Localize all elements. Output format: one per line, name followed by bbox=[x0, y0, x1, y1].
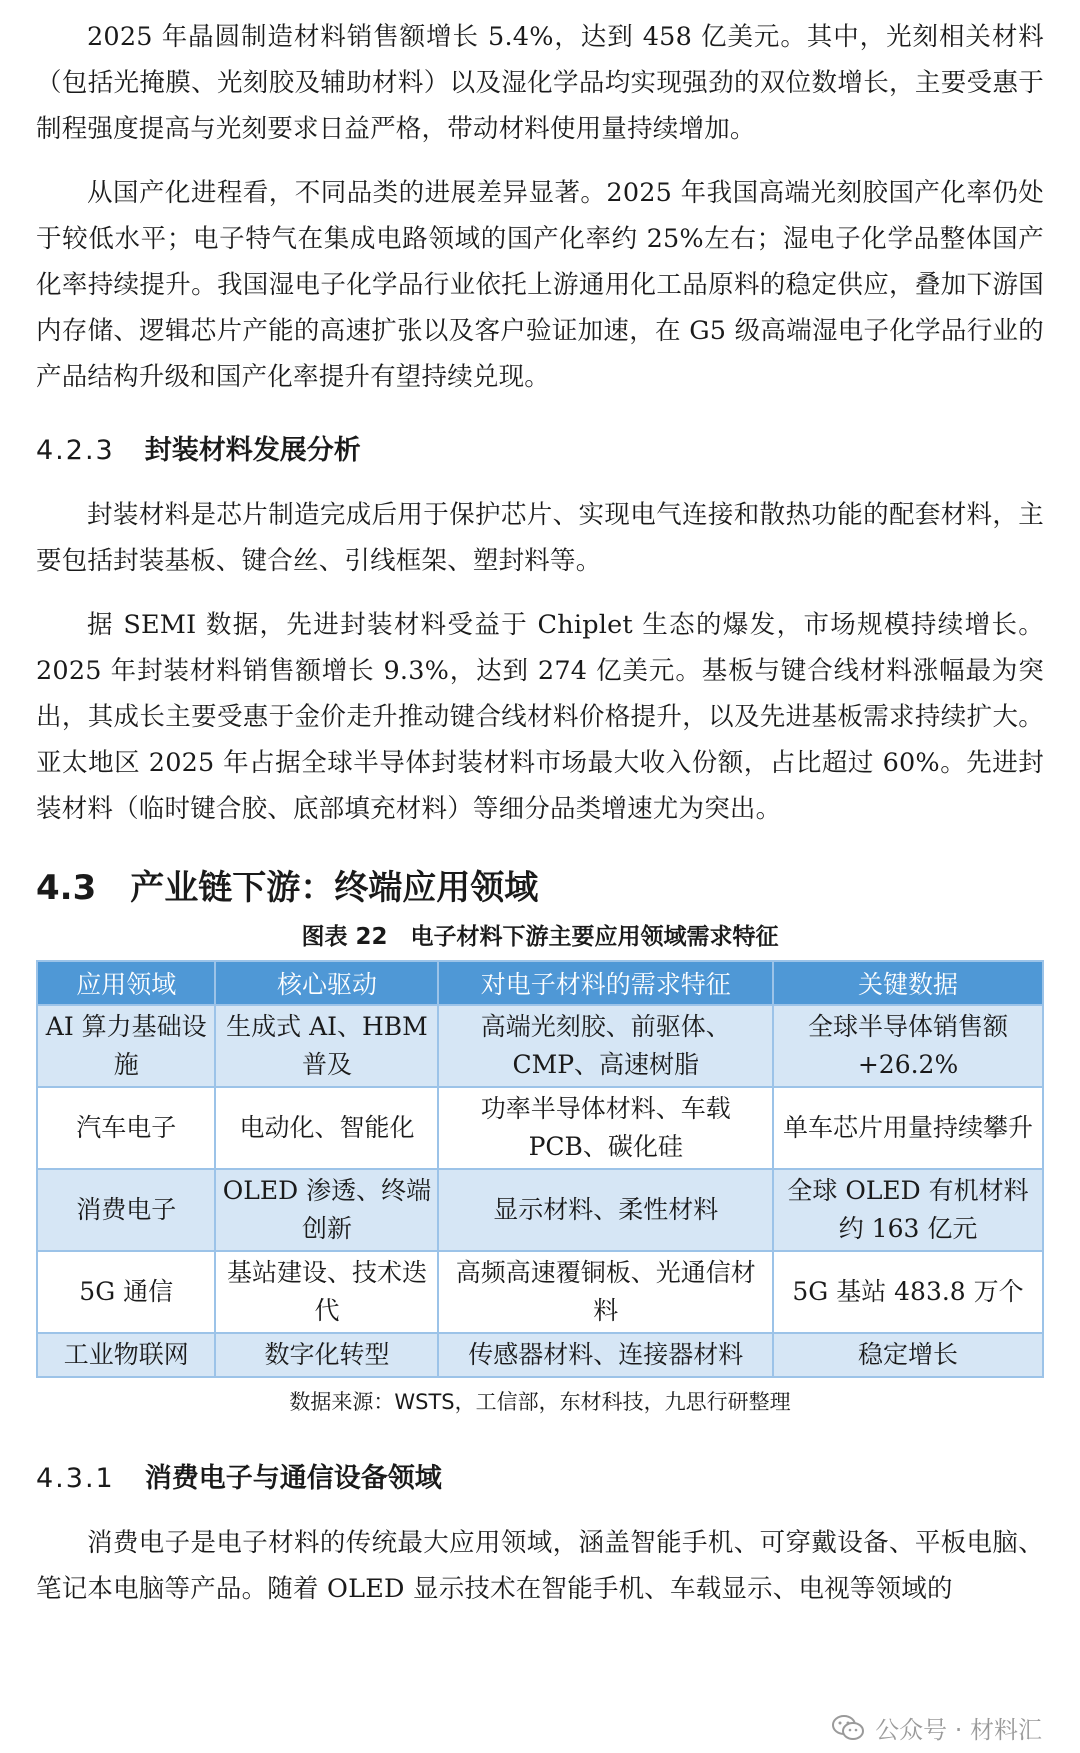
watermark bbox=[831, 1710, 1042, 1745]
paragraph-packaging-market: 据 SEMI 数据，先进封装材料受益于 Chiplet 生态的爆发，市场规模持续增长。2025 年封装材料销售额增长 9.3%，达到 274 亿美元。基板与键合线材料涨幅最为突出，其成长主要受惠于金价走升推动键合线材料价格提升，以及先进基板需求持续扩大。亚太地区 2025 年占据全球半导体封装材料市场最大收入份额，占比超过 60%。先进封装材料（临时键合胶、底部填充材料）等细分品类增速尤为突出。 bbox=[36, 610, 1044, 824]
table-cell: 基站建设、技术迭代 bbox=[215, 1251, 438, 1333]
paragraph-consumer-electronics: 消费电子是电子材料的传统最大应用领域，涵盖智能手机、可穿戴设备、平板电脑、笔记本电脑等产品。随着 OLED 显示技术在智能手机、车载显示、电视等领域的 bbox=[36, 1528, 1044, 1604]
table-cell: 传感器材料、连接器材料 bbox=[438, 1333, 773, 1377]
table-cell: 高频高速覆铜板、光通信材料 bbox=[438, 1251, 773, 1333]
table-cell: 工业物联网 bbox=[37, 1333, 215, 1377]
table-cell: 全球 OLED 有机材料约 163 亿元 bbox=[773, 1169, 1043, 1251]
table-header-cell: 应用领域 bbox=[37, 961, 215, 1005]
table-row bbox=[37, 1333, 1043, 1377]
table-cell: 单车芯片用量持续攀升 bbox=[773, 1087, 1043, 1169]
table-row bbox=[37, 1251, 1043, 1333]
section-title: 消费电子与通信设备领域 bbox=[144, 1463, 442, 1494]
application-demand-table bbox=[36, 960, 1044, 1378]
paragraph-localization: 从国产化进程看，不同品类的进展差异显著。2025 年我国高端光刻胶国产化率仍处于较低水平；电子特气在集成电路领域的国产化率约 25%左右；湿电子化学品整体国产化率持续提升。我国湿电子化学品行业依托上游通用化工品原料的稳定供应，叠加下游国内存储、逻辑芯片产能的高速扩张以及客户验证加速，在 G5 级高端湿电子化学品行业的产品结构升级和国产化率提升有望持续兑现。 bbox=[36, 178, 1044, 392]
table-cell: 消费电子 bbox=[37, 1169, 215, 1251]
paragraph-packaging-definition: 封装材料是芯片制造完成后用于保护芯片、实现电气连接和散热功能的配套材料，主要包括封装基板、键合丝、引线框架、塑封料等。 bbox=[36, 500, 1044, 576]
table-cell: 功率半导体材料、车载 PCB、碳化硅 bbox=[438, 1087, 773, 1169]
table-cell: 稳定增长 bbox=[773, 1333, 1043, 1377]
section-number: 4.3.1 bbox=[36, 1463, 115, 1494]
table-cell: 全球半导体销售额 +26.2% bbox=[773, 1005, 1043, 1087]
table-source: 数据来源：WSTS，工信部，东材科技，九思行研整理 bbox=[289, 1390, 791, 1414]
section-heading-431 bbox=[36, 1456, 1044, 1502]
table-cell: 5G 基站 483.8 万个 bbox=[773, 1251, 1043, 1333]
wechat-icon bbox=[831, 1714, 865, 1742]
table-cell: 汽车电子 bbox=[37, 1087, 215, 1169]
table-cell: AI 算力基础设施 bbox=[37, 1005, 215, 1087]
table-header-row bbox=[37, 961, 1043, 1005]
table-header-cell: 核心驱动 bbox=[215, 961, 438, 1005]
paragraph-wafer-materials: 2025 年晶圆制造材料销售额增长 5.4%，达到 458 亿美元。其中，光刻相关材料（包括光掩膜、光刻胶及辅助材料）以及湿化学品均实现强劲的双位数增长，主要受惠于制程强度提高与光刻要求日益严格，带动材料使用量持续增加。 bbox=[36, 22, 1044, 144]
table-cell: 生成式 AI、HBM 普及 bbox=[215, 1005, 438, 1087]
section-title: 产业链下游：终端应用领域 bbox=[130, 868, 539, 908]
table-header-cell: 对电子材料的需求特征 bbox=[438, 961, 773, 1005]
table-cell: 数字化转型 bbox=[215, 1333, 438, 1377]
section-number: 4.3 bbox=[36, 868, 97, 908]
table-caption: 图表 22 电子材料下游主要应用领域需求特征 bbox=[301, 924, 779, 950]
table-row bbox=[37, 1169, 1043, 1251]
table-cell: 电动化、智能化 bbox=[215, 1087, 438, 1169]
table-cell: 高端光刻胶、前驱体、CMP、高速树脂 bbox=[438, 1005, 773, 1087]
section-heading-43 bbox=[36, 862, 1044, 914]
section-number: 4.2.3 bbox=[36, 435, 115, 466]
table-row bbox=[37, 1005, 1043, 1087]
section-title: 封装材料发展分析 bbox=[144, 435, 361, 466]
table-cell: 5G 通信 bbox=[37, 1251, 215, 1333]
table-cell: 显示材料、柔性材料 bbox=[438, 1169, 773, 1251]
table-cell: OLED 渗透、终端创新 bbox=[215, 1169, 438, 1251]
document-page bbox=[36, 14, 1044, 1612]
table-header-cell: 关键数据 bbox=[773, 961, 1043, 1005]
section-heading-423 bbox=[36, 428, 1044, 474]
watermark-text: 公众号 · 材料汇 bbox=[875, 1716, 1042, 1744]
table-row bbox=[37, 1087, 1043, 1169]
